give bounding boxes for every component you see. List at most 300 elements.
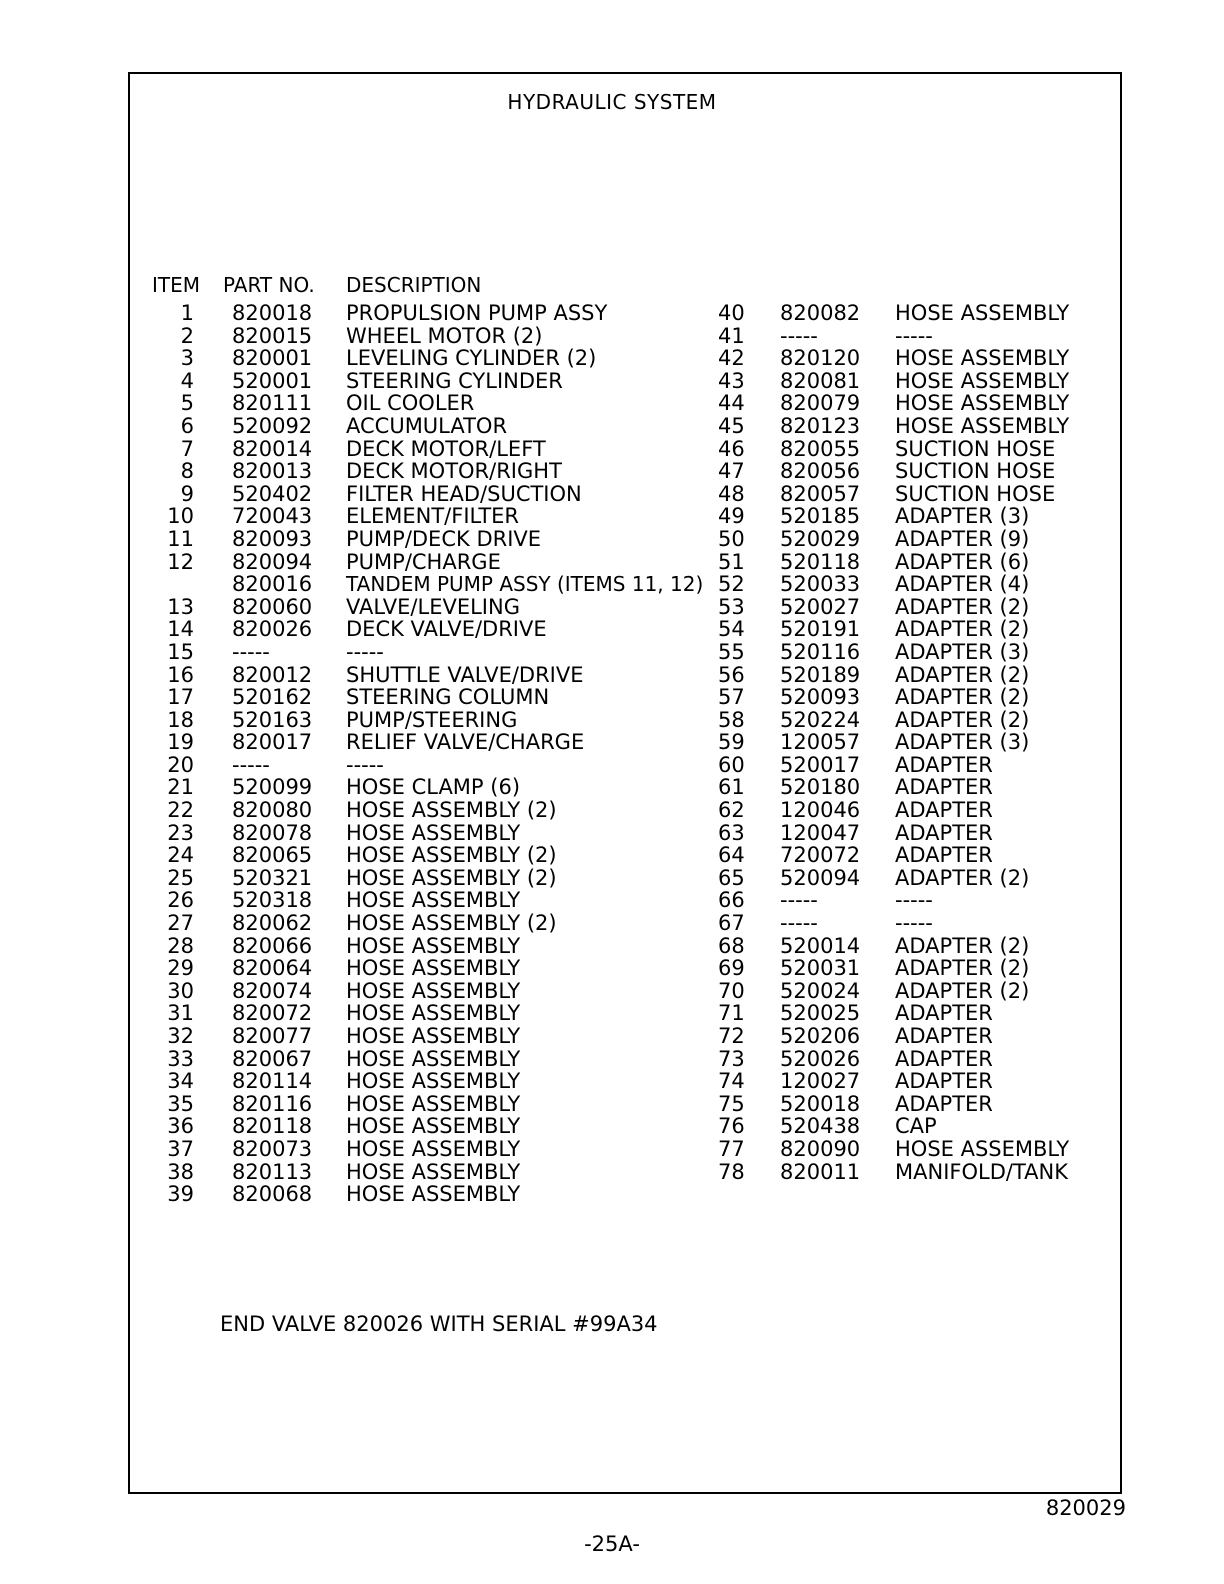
- parts-row: [128, 325, 688, 348]
- part-description: HOSE ASSEMBLY: [346, 1024, 521, 1048]
- parts-row: [718, 1138, 1118, 1161]
- parts-row: [128, 799, 688, 822]
- part-number: 820111: [232, 391, 313, 416]
- part-number: 820123: [780, 413, 861, 438]
- parts-row: [718, 641, 1118, 664]
- part-number: 820057: [780, 481, 861, 506]
- page-number: -25A-: [584, 1532, 640, 1556]
- part-description: LEVELING CYLINDER (2): [346, 346, 597, 371]
- item-number: 60: [718, 752, 745, 777]
- item-number: 3: [180, 346, 194, 371]
- item-number: 69: [718, 956, 745, 981]
- item-number: 21: [167, 775, 194, 800]
- part-number: 820073: [232, 1136, 313, 1161]
- parts-row: [128, 347, 688, 370]
- part-description: ADAPTER (2): [895, 933, 1030, 958]
- part-number: 520026: [780, 1046, 861, 1071]
- item-number: 51: [718, 549, 745, 574]
- part-description: ADAPTER (2): [895, 978, 1030, 1003]
- part-number: 520189: [780, 662, 861, 687]
- part-description: HOSE ASSEMBLY: [346, 933, 521, 958]
- part-description: TANDEM PUMP ASSY (ITEMS 11, 12): [346, 572, 704, 597]
- item-number: 8: [180, 459, 194, 484]
- part-number: 820016: [232, 572, 313, 597]
- part-description: DECK MOTOR/RIGHT: [346, 459, 562, 484]
- part-description: SUCTION HOSE: [895, 459, 1056, 484]
- parts-row: [128, 1093, 688, 1116]
- part-number: 820060: [232, 594, 313, 619]
- part-description: HOSE ASSEMBLY: [895, 346, 1070, 371]
- part-description: HOSE ASSEMBLY (2): [346, 843, 557, 868]
- part-number: 820014: [232, 436, 313, 461]
- parts-row: [128, 618, 688, 641]
- parts-row: [718, 686, 1118, 709]
- part-description: OIL COOLER: [346, 391, 475, 416]
- parts-row: [718, 505, 1118, 528]
- part-number: 820015: [232, 323, 313, 348]
- part-number: 820018: [232, 301, 313, 325]
- item-number: 2: [180, 323, 194, 348]
- part-description: ADAPTER (2): [895, 594, 1030, 619]
- part-description: MANIFOLD/TANK: [895, 1159, 1068, 1184]
- part-description: HOSE ASSEMBLY: [346, 1046, 521, 1071]
- part-number: 520018: [780, 1091, 861, 1116]
- part-number: 820094: [232, 549, 313, 574]
- part-description: HOSE ASSEMBLY: [346, 1001, 521, 1026]
- item-number: 39: [167, 1182, 194, 1207]
- parts-row: [128, 302, 688, 325]
- document-number: 820029: [1045, 1496, 1126, 1520]
- part-number: -----: [780, 323, 818, 348]
- header-description: DESCRIPTION: [346, 273, 482, 297]
- item-number: 15: [167, 639, 194, 664]
- part-description: PUMP/STEERING: [346, 707, 518, 732]
- parts-row: [128, 551, 688, 574]
- parts-row: [128, 754, 688, 777]
- part-description: HOSE ASSEMBLY: [895, 391, 1070, 416]
- part-number: 520185: [780, 504, 861, 529]
- part-description: HOSE ASSEMBLY: [346, 1159, 521, 1184]
- parts-row: [718, 573, 1118, 596]
- part-description: HOSE ASSEMBLY: [346, 978, 521, 1003]
- parts-row: [718, 551, 1118, 574]
- part-description: HOSE ASSEMBLY: [346, 1069, 521, 1094]
- part-number: 520017: [780, 752, 861, 777]
- parts-row: [718, 528, 1118, 551]
- part-number: 520321: [232, 865, 313, 890]
- parts-row: [718, 325, 1118, 348]
- part-description: ADAPTER (2): [895, 662, 1030, 687]
- part-description: HOSE ASSEMBLY: [346, 1182, 521, 1207]
- part-number: 820072: [232, 1001, 313, 1026]
- part-number: 820056: [780, 459, 861, 484]
- parts-row: [718, 618, 1118, 641]
- part-description: HOSE ASSEMBLY: [346, 888, 521, 913]
- item-number: 57: [718, 685, 745, 710]
- part-description: ADAPTER: [895, 1024, 993, 1048]
- part-number: 820082: [780, 301, 861, 325]
- part-number: 820113: [232, 1159, 313, 1184]
- parts-row: [718, 347, 1118, 370]
- part-description: HOSE ASSEMBLY: [346, 1114, 521, 1139]
- part-description: ADAPTER: [895, 1091, 993, 1116]
- parts-row: [718, 822, 1118, 845]
- parts-row: [718, 754, 1118, 777]
- item-number: 62: [718, 798, 745, 823]
- part-number: 820064: [232, 956, 313, 981]
- item-number: 30: [167, 978, 194, 1003]
- part-description: FILTER HEAD/SUCTION: [346, 481, 582, 506]
- parts-row: [128, 776, 688, 799]
- part-number: 820011: [780, 1159, 861, 1184]
- item-number: 58: [718, 707, 745, 732]
- header-part-no: PART NO.: [223, 273, 315, 297]
- item-number: 63: [718, 820, 745, 845]
- parts-row: [718, 1093, 1118, 1116]
- parts-row: [718, 1115, 1118, 1138]
- parts-row: [128, 392, 688, 415]
- parts-row: [128, 844, 688, 867]
- part-number: 520206: [780, 1024, 861, 1048]
- part-description: ADAPTER: [895, 843, 993, 868]
- item-number: 49: [718, 504, 745, 529]
- item-number: 27: [167, 911, 194, 936]
- item-number: 40: [718, 301, 745, 325]
- item-number: 9: [180, 481, 194, 506]
- parts-row: [128, 1070, 688, 1093]
- part-number: 520033: [780, 572, 861, 597]
- item-number: 1: [180, 301, 194, 325]
- part-number: 520099: [232, 775, 313, 800]
- item-number: 28: [167, 933, 194, 958]
- part-description: ADAPTER (2): [895, 685, 1030, 710]
- parts-row: [718, 1070, 1118, 1093]
- item-number: 44: [718, 391, 745, 416]
- part-number: 820077: [232, 1024, 313, 1048]
- item-number: 35: [167, 1091, 194, 1116]
- page-title: HYDRAULIC SYSTEM: [507, 90, 717, 114]
- part-description: HOSE ASSEMBLY (2): [346, 798, 557, 823]
- parts-row: [718, 776, 1118, 799]
- parts-row: [718, 889, 1118, 912]
- item-number: 19: [167, 730, 194, 755]
- part-description: ADAPTER (2): [895, 865, 1030, 890]
- item-number: 22: [167, 798, 194, 823]
- part-number: 520014: [780, 933, 861, 958]
- part-number: 820012: [232, 662, 313, 687]
- part-number: 520224: [780, 707, 861, 732]
- parts-row: [718, 912, 1118, 935]
- item-number: 29: [167, 956, 194, 981]
- item-number: 31: [167, 1001, 194, 1026]
- parts-row: [718, 1048, 1118, 1071]
- part-description: PUMP/CHARGE: [346, 549, 501, 574]
- parts-row: [718, 980, 1118, 1003]
- item-number: 68: [718, 933, 745, 958]
- part-number: 520001: [232, 368, 313, 393]
- parts-row: [718, 370, 1118, 393]
- parts-row: [718, 709, 1118, 732]
- parts-row: [128, 415, 688, 438]
- part-number: 820026: [232, 617, 313, 642]
- item-number: 5: [180, 391, 194, 416]
- parts-row: [128, 867, 688, 890]
- parts-row: [128, 912, 688, 935]
- part-description: ACCUMULATOR: [346, 413, 508, 438]
- parts-row: [128, 935, 688, 958]
- parts-list-right-column: [718, 302, 1118, 1183]
- part-number: 820078: [232, 820, 313, 845]
- part-number: 820068: [232, 1182, 313, 1207]
- item-number: 25: [167, 865, 194, 890]
- parts-row: [718, 799, 1118, 822]
- parts-row: [718, 392, 1118, 415]
- item-number: 64: [718, 843, 745, 868]
- part-description: HOSE ASSEMBLY (2): [346, 911, 557, 936]
- item-number: 33: [167, 1046, 194, 1071]
- part-number: 820080: [232, 798, 313, 823]
- item-number: 4: [180, 368, 194, 393]
- part-description: DECK MOTOR/LEFT: [346, 436, 546, 461]
- parts-row: [128, 483, 688, 506]
- part-number: 520031: [780, 956, 861, 981]
- part-description: VALVE/LEVELING: [346, 594, 520, 619]
- part-description: -----: [346, 752, 384, 777]
- part-number: 820090: [780, 1136, 861, 1161]
- part-number: 520180: [780, 775, 861, 800]
- item-number: 18: [167, 707, 194, 732]
- parts-row: [718, 731, 1118, 754]
- item-number: 48: [718, 481, 745, 506]
- part-description: HOSE ASSEMBLY: [346, 956, 521, 981]
- part-description: HOSE ASSEMBLY (2): [346, 865, 557, 890]
- parts-row: [128, 460, 688, 483]
- item-number: 55: [718, 639, 745, 664]
- part-number: 820055: [780, 436, 861, 461]
- part-description: ELEMENT/FILTER: [346, 504, 520, 529]
- item-number: 6: [180, 413, 194, 438]
- part-description: ADAPTER (2): [895, 707, 1030, 732]
- part-number: 520024: [780, 978, 861, 1003]
- part-number: 120046: [780, 798, 861, 823]
- part-number: 520162: [232, 685, 313, 710]
- part-description: RELIEF VALVE/CHARGE: [346, 730, 585, 755]
- item-number: 38: [167, 1159, 194, 1184]
- part-description: DECK VALVE/DRIVE: [346, 617, 547, 642]
- parts-row: [128, 709, 688, 732]
- item-number: 56: [718, 662, 745, 687]
- part-description: -----: [346, 639, 384, 664]
- part-number: 820118: [232, 1114, 313, 1139]
- parts-row: [128, 370, 688, 393]
- parts-row: [718, 935, 1118, 958]
- item-number: 41: [718, 323, 745, 348]
- part-number: -----: [232, 752, 270, 777]
- part-description: ADAPTER: [895, 775, 993, 800]
- item-number: 52: [718, 572, 745, 597]
- item-number: 36: [167, 1114, 194, 1139]
- parts-row: [128, 1138, 688, 1161]
- item-number: 46: [718, 436, 745, 461]
- item-number: 54: [718, 617, 745, 642]
- parts-row: [128, 1161, 688, 1184]
- part-number: 820093: [232, 526, 313, 551]
- item-number: 77: [718, 1136, 745, 1161]
- part-description: ADAPTER: [895, 1069, 993, 1094]
- item-number: 59: [718, 730, 745, 755]
- part-number: 120057: [780, 730, 861, 755]
- item-number: 20: [167, 752, 194, 777]
- part-description: STEERING CYLINDER: [346, 368, 563, 393]
- item-number: 70: [718, 978, 745, 1003]
- part-number: 520163: [232, 707, 313, 732]
- part-number: -----: [780, 911, 818, 936]
- part-number: 820017: [232, 730, 313, 755]
- part-description: STEERING COLUMN: [346, 685, 550, 710]
- item-number: 37: [167, 1136, 194, 1161]
- parts-row: [718, 415, 1118, 438]
- item-number: 26: [167, 888, 194, 913]
- item-number: 45: [718, 413, 745, 438]
- part-number: 120027: [780, 1069, 861, 1094]
- part-number: 820074: [232, 978, 313, 1003]
- item-number: 24: [167, 843, 194, 868]
- part-number: 520093: [780, 685, 861, 710]
- part-description: SUCTION HOSE: [895, 481, 1056, 506]
- part-description: ADAPTER (3): [895, 730, 1030, 755]
- part-description: HOSE ASSEMBLY: [346, 1136, 521, 1161]
- part-number: 520025: [780, 1001, 861, 1026]
- part-description: HOSE CLAMP (6): [346, 775, 521, 800]
- item-number: 17: [167, 685, 194, 710]
- parts-row: [128, 1048, 688, 1071]
- parts-row: [718, 664, 1118, 687]
- item-number: 61: [718, 775, 745, 800]
- part-number: 520094: [780, 865, 861, 890]
- part-description: HOSE ASSEMBLY: [895, 368, 1070, 393]
- part-number: -----: [232, 639, 270, 664]
- part-number: 820065: [232, 843, 313, 868]
- part-description: ADAPTER: [895, 798, 993, 823]
- item-number: 14: [167, 617, 194, 642]
- parts-list-left-column: [128, 301, 704, 1207]
- part-number: 520402: [232, 481, 313, 506]
- parts-row: [128, 641, 688, 664]
- parts-row: [128, 1025, 688, 1048]
- part-description: HOSE ASSEMBLY: [895, 301, 1070, 325]
- part-description: ADAPTER: [895, 820, 993, 845]
- item-number: 32: [167, 1024, 194, 1048]
- parts-row: [128, 957, 688, 980]
- part-description: ADAPTER (9): [895, 526, 1030, 551]
- part-description: ADAPTER (3): [895, 504, 1030, 529]
- parts-row: [128, 686, 688, 709]
- part-number: 520027: [780, 594, 861, 619]
- item-number: 71: [718, 1001, 745, 1026]
- item-number: 11: [167, 526, 194, 551]
- parts-row: [128, 438, 688, 461]
- parts-row: [718, 438, 1118, 461]
- part-description: ADAPTER (4): [895, 572, 1030, 597]
- part-description: SUCTION HOSE: [895, 436, 1056, 461]
- item-number: 43: [718, 368, 745, 393]
- item-number: 47: [718, 459, 745, 484]
- part-description: ADAPTER: [895, 1046, 993, 1071]
- part-description: ADAPTER: [895, 1001, 993, 1026]
- item-number: 12: [167, 549, 194, 574]
- parts-row: [718, 1002, 1118, 1025]
- item-number: 13: [167, 594, 194, 619]
- item-number: 34: [167, 1069, 194, 1094]
- part-description: ADAPTER (2): [895, 956, 1030, 981]
- part-description: PUMP/DECK DRIVE: [346, 526, 542, 551]
- parts-row: [718, 596, 1118, 619]
- part-number: 520116: [780, 639, 861, 664]
- parts-row: [718, 460, 1118, 483]
- part-number: 820067: [232, 1046, 313, 1071]
- parts-row: [128, 572, 704, 597]
- item-number: 66: [718, 888, 745, 913]
- parts-row: [718, 1161, 1118, 1184]
- parts-row: [718, 867, 1118, 890]
- part-number: 820114: [232, 1069, 313, 1094]
- item-number: 73: [718, 1046, 745, 1071]
- item-number: 42: [718, 346, 745, 371]
- part-number: -----: [780, 888, 818, 913]
- parts-row: [718, 1025, 1118, 1048]
- item-number: 50: [718, 526, 745, 551]
- part-description: HOSE ASSEMBLY: [895, 413, 1070, 438]
- item-number: 23: [167, 820, 194, 845]
- part-description: HOSE ASSEMBLY: [895, 1136, 1070, 1161]
- item-number: 16: [167, 662, 194, 687]
- part-description: WHEEL MOTOR (2): [346, 323, 543, 348]
- parts-row: [128, 1002, 688, 1025]
- part-number: 520118: [780, 549, 861, 574]
- parts-row: [128, 1183, 688, 1206]
- part-description: -----: [895, 888, 933, 913]
- parts-row: [128, 1115, 688, 1138]
- parts-row: [128, 505, 688, 528]
- parts-row: [718, 844, 1118, 867]
- parts-row: [718, 302, 1118, 325]
- item-number: 65: [718, 865, 745, 890]
- part-number: 820120: [780, 346, 861, 371]
- item-number: 67: [718, 911, 745, 936]
- item-number: 72: [718, 1024, 745, 1048]
- part-number: 820062: [232, 911, 313, 936]
- parts-row: [128, 731, 688, 754]
- item-number: 76: [718, 1114, 745, 1139]
- part-number: 520092: [232, 413, 313, 438]
- part-number: 820081: [780, 368, 861, 393]
- parts-row: [128, 528, 688, 551]
- item-number: 7: [180, 436, 194, 461]
- part-number: 520318: [232, 888, 313, 913]
- item-number: 75: [718, 1091, 745, 1116]
- part-description: SHUTTLE VALVE/DRIVE: [346, 662, 584, 687]
- part-number: 520191: [780, 617, 861, 642]
- part-description: HOSE ASSEMBLY: [346, 820, 521, 845]
- part-description: HOSE ASSEMBLY: [346, 1091, 521, 1116]
- part-number: 520029: [780, 526, 861, 551]
- part-number: 820116: [232, 1091, 313, 1116]
- parts-row: [718, 483, 1118, 506]
- part-number: 820001: [232, 346, 313, 371]
- part-number: 520438: [780, 1114, 861, 1139]
- parts-row: [128, 596, 688, 619]
- item-number: 78: [718, 1159, 745, 1184]
